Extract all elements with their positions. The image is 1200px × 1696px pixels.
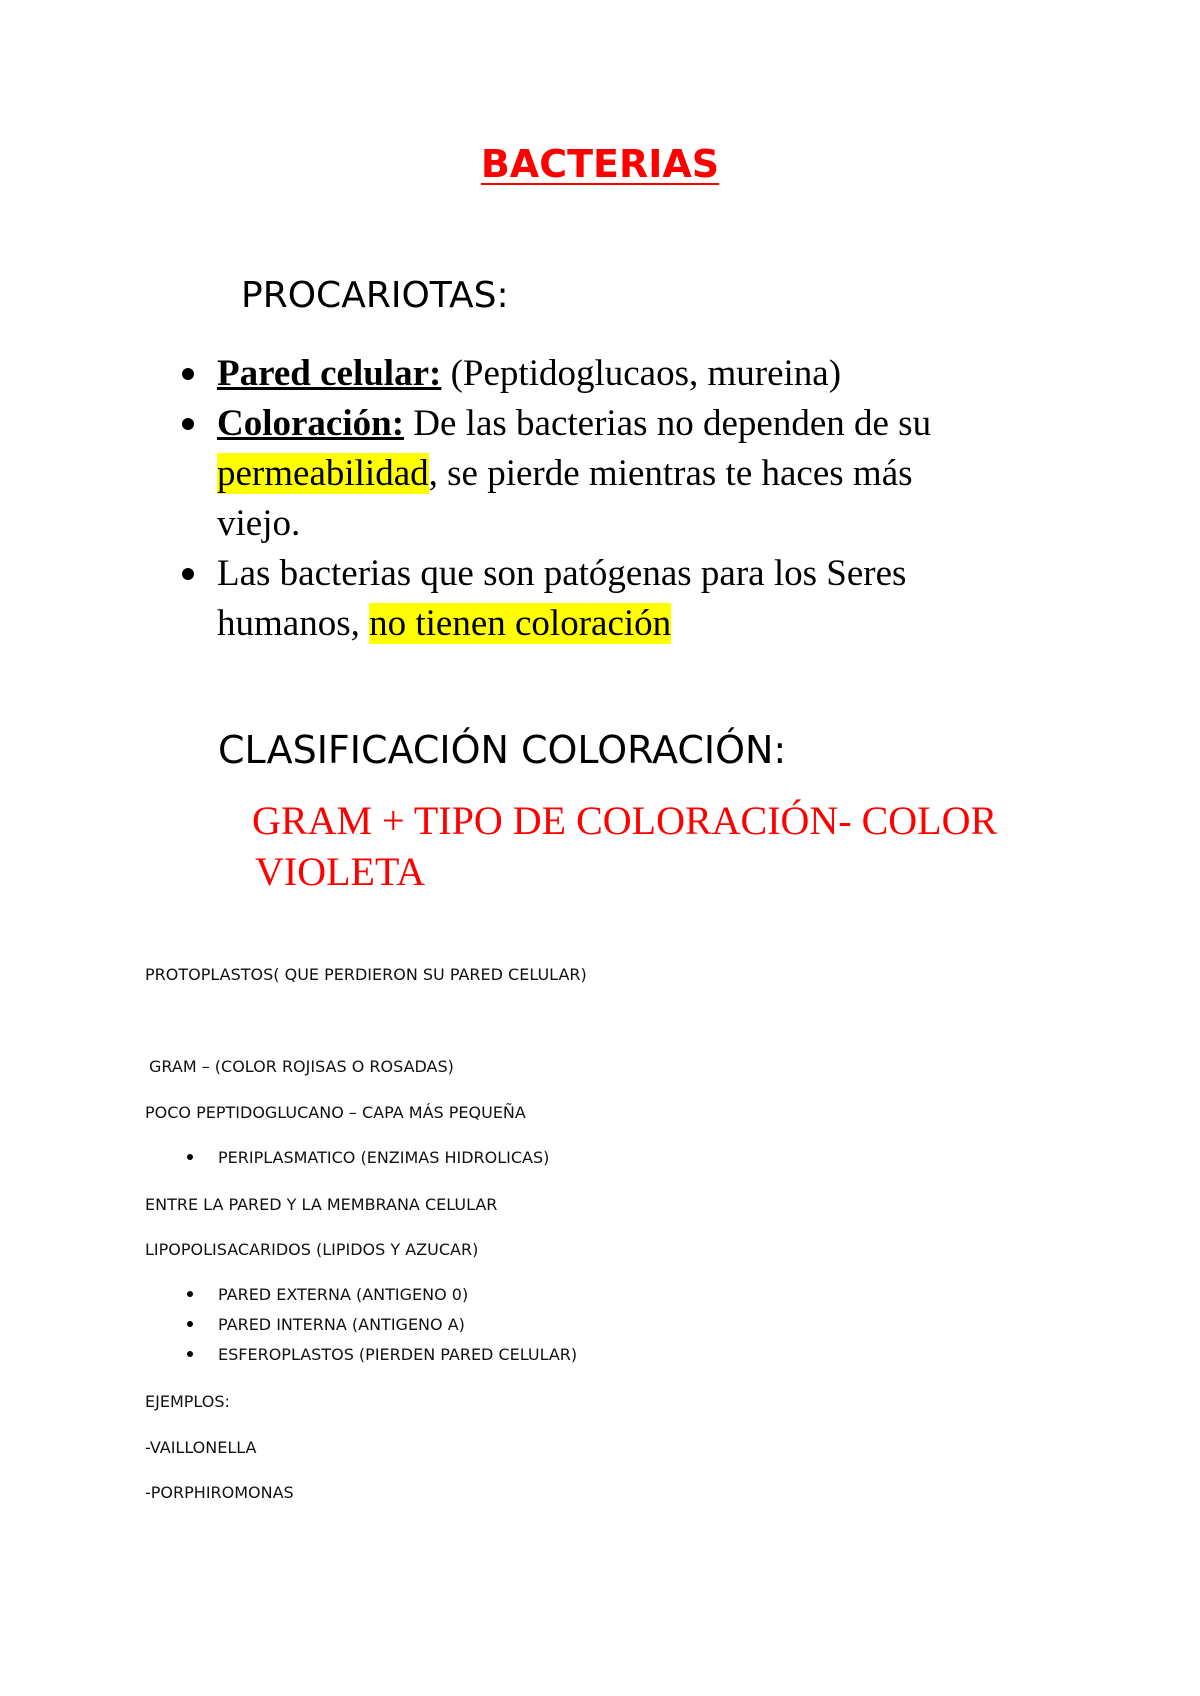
bullet-icon <box>182 418 194 430</box>
clasificacion-heading: CLASIFICACIÓN COLORACIÓN: <box>218 728 787 772</box>
permeabilidad-highlight: permeabilidad <box>217 453 429 494</box>
bullet-icon <box>182 568 194 580</box>
pared-interna-item: PARED INTERNA (ANTIGENO A) <box>218 1315 465 1334</box>
pared-celular-text: (Peptidoglucaos, mureina) <box>441 353 842 394</box>
pared-celular-label: Pared celular: <box>217 353 442 394</box>
coloracion-line2 <box>217 449 913 499</box>
list-item-pared-celular <box>217 349 841 399</box>
coloracion-text-line1: De las bacterias no dependen de su <box>404 403 932 444</box>
poco-peptidoglucano-note: POCO PEPTIDOGLUCANO – CAPA MÁS PEQUEÑA <box>145 1103 526 1122</box>
coloracion-line3: viejo. <box>217 503 301 544</box>
bullet-icon <box>187 1351 193 1357</box>
no-coloracion-highlight: no tienen coloración <box>369 603 672 644</box>
list-item-patogenas: Las bacterias que son patógenas para los Seres <box>217 553 907 594</box>
ejemplo-porphiromonas: -PORPHIROMONAS <box>145 1483 294 1502</box>
bullet-icon <box>187 1321 193 1327</box>
lipopolisacaridos-note: LIPOPOLISACARIDOS (LIPIDOS Y AZUCAR) <box>145 1240 479 1259</box>
coloracion-label: Coloración: <box>217 403 405 444</box>
periplasmatico-note: PERIPLASMATICO (ENZIMAS HIDROLICAS) <box>218 1148 550 1167</box>
pared-externa-item: PARED EXTERNA (ANTIGENO 0) <box>218 1285 469 1304</box>
coloracion-text-line2: , se pierde mientras te haces más <box>428 453 913 494</box>
bullet-icon <box>187 1291 193 1297</box>
ejemplos-heading: EJEMPLOS: <box>145 1392 230 1411</box>
protoplastos-note: PROTOPLASTOS( QUE PERDIERON SU PARED CELULAR) <box>145 965 587 984</box>
patogenas-line2 <box>217 599 671 649</box>
gram-positive-line1: GRAM + TIPO DE COLORACIÓN- COLOR <box>252 798 998 843</box>
bullet-icon <box>187 1154 193 1160</box>
document-title: BACTERIAS <box>480 142 720 186</box>
list-item-coloracion <box>217 399 931 449</box>
ejemplo-vaillonella: -VAILLONELLA <box>145 1438 257 1457</box>
gram-negative-note: GRAM – (COLOR ROJISAS O ROSADAS) <box>149 1057 454 1076</box>
esferoplastos-item: ESFEROPLASTOS (PIERDEN PARED CELULAR) <box>218 1345 578 1364</box>
patogenas-text-line2: humanos, <box>217 603 370 644</box>
entre-pared-note: ENTRE LA PARED Y LA MEMBRANA CELULAR <box>145 1195 498 1214</box>
gram-positive-line2: VIOLETA <box>255 849 426 894</box>
procariotas-heading: PROCARIOTAS: <box>241 275 509 316</box>
bullet-icon <box>182 368 194 380</box>
